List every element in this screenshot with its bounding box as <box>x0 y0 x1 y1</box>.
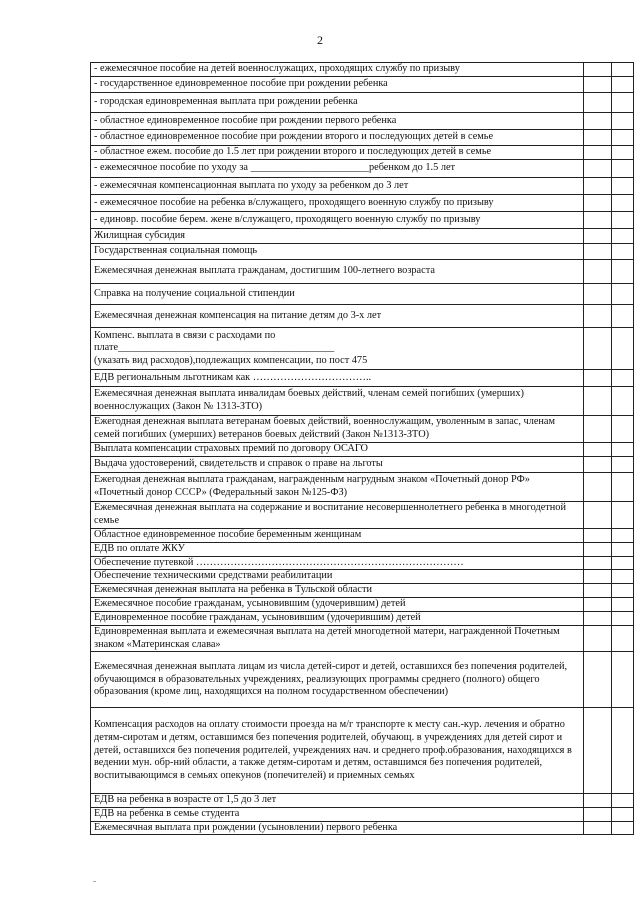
service-name-cell: Выдача удостоверений, свидетельств и справок о праве на льготы <box>91 456 584 472</box>
blank-cell <box>584 260 612 284</box>
service-name-cell: Ежемесячная денежная выплата на ребенка в Тульской области <box>91 584 584 598</box>
scan-speck <box>93 881 96 882</box>
service-name-cell: Единовременное пособие гражданам, усыновившим (удочерившим) детей <box>91 612 584 626</box>
table-row <box>91 794 634 808</box>
service-name-cell: Ежемесячная денежная выплата гражданам, достигшим 100-летнего возраста <box>91 260 584 284</box>
service-name-cell: - ежемесячная компенсационная выплата по уходу за ребенком до 3 лет <box>91 178 584 195</box>
table-row <box>91 63 634 77</box>
blank-cell <box>584 708 612 794</box>
blank-cell <box>612 456 634 472</box>
blank-cell <box>584 130 612 146</box>
service-name-cell: ЕДВ региональным льготникам как …………………………….. <box>91 370 584 387</box>
service-name-cell: ЕДВ на ребенка в семье студента <box>91 807 584 821</box>
service-name-cell: Выплата компенсации страховых премий по договору ОСАГО <box>91 443 584 457</box>
blank-cell <box>612 63 634 77</box>
service-name-cell: Государственная социальная помощь <box>91 244 584 260</box>
blank-cell <box>584 284 612 305</box>
blank-cell <box>612 113 634 130</box>
blank-cell <box>612 305 634 328</box>
blank-cell <box>612 542 634 556</box>
blank-cell <box>612 229 634 244</box>
service-name-cell: Ежемесячное пособие гражданам, усыновившим (удочерившим) детей <box>91 598 584 612</box>
blank-cell <box>584 229 612 244</box>
blank-cell <box>584 387 612 416</box>
service-name-cell: Обеспечение техническими средствами реабилитации <box>91 570 584 584</box>
service-name-cell: Ежемесячная денежная выплата на содержание и воспитание несовершеннолетнего ребенка в многодетной семье <box>91 501 584 528</box>
service-name-cell: Ежегодная денежная выплата ветеранам боевых действий, военнослужащим, уволенным в запас, членам семей погибших (умерших) ветеранов боевых действий (Закон №1313-ЗТО) <box>91 416 584 443</box>
blank-cell <box>584 146 612 160</box>
service-name-cell: Ежемесячная денежная компенсация на питание детям до 3-х лет <box>91 305 584 328</box>
table-row <box>91 821 634 835</box>
table-row <box>91 528 634 542</box>
blank-cell <box>612 501 634 528</box>
blank-cell <box>584 584 612 598</box>
blank-cell <box>612 178 634 195</box>
blank-cell <box>584 570 612 584</box>
service-name-cell: Обеспечение путевкой …………………………………………………………………… <box>91 556 584 570</box>
table-row <box>91 570 634 584</box>
blank-cell <box>584 370 612 387</box>
service-name-cell: Компенсация расходов на оплату стоимости проезда на м/г транспорте к месту сан.-кур. лечения и обратно детям-сиротам и детям, оставшимся без попечения родителей, обучающ. в учреждениях для детей сирот и детей, оставшихся без попечения родителей, учреждениях нач. и среднего проф.образования, находящихся в ведении мун. обр-ний области, а также детям-сиротам и детям, оставшимся без попечения родителей, воспитывающимся в семьях опекунов (попечителей) и приемных семьях <box>91 708 584 794</box>
table-row <box>91 556 634 570</box>
service-name-cell: Ежегодная денежная выплата гражданам, награжденным нагрудным знаком «Почетный донор РФ» «Почетный донор СССР» (Федеральный закон №125-ФЗ) <box>91 472 584 501</box>
blank-cell <box>612 472 634 501</box>
table-row <box>91 501 634 528</box>
blank-cell <box>612 195 634 212</box>
blank-cell <box>612 212 634 229</box>
table-row <box>91 229 634 244</box>
service-name-cell: - единовр. пособие берем. жене в/служащего, проходящего военную службу по призыву <box>91 212 584 229</box>
service-name-cell: - ежемесячное пособие на ребенка в/служащего, проходящего военную службу по призыву <box>91 195 584 212</box>
blank-cell <box>584 77 612 93</box>
blank-cell <box>584 328 612 370</box>
table-row <box>91 284 634 305</box>
blank-cell <box>612 443 634 457</box>
table-row <box>91 93 634 113</box>
service-name-cell: - городская единовременная выплата при рождении ребенка <box>91 93 584 113</box>
blank-cell <box>612 416 634 443</box>
table-row <box>91 542 634 556</box>
table-row <box>91 708 634 794</box>
blank-cell <box>612 821 634 835</box>
blank-cell <box>584 612 612 626</box>
blank-cell <box>584 178 612 195</box>
services-table-body <box>91 63 634 835</box>
blank-cell <box>612 93 634 113</box>
blank-cell <box>584 113 612 130</box>
table-row <box>91 456 634 472</box>
service-name-cell: - областное единовременное пособие при рождении второго и последующих детей в семье <box>91 130 584 146</box>
blank-cell <box>612 260 634 284</box>
service-name-cell: - областное ежем. пособие до 1.5 лет при рождении второго и последующих детей в семье <box>91 146 584 160</box>
service-name-cell: Единовременная выплата и ежемесячная выплата на детей многодетной матери, награжденной Почетным знаком «Материнская слава» <box>91 626 584 652</box>
page-number: 2 <box>317 33 323 47</box>
table-row <box>91 416 634 443</box>
table-row <box>91 598 634 612</box>
blank-cell <box>584 807 612 821</box>
blank-cell <box>584 626 612 652</box>
blank-cell <box>612 556 634 570</box>
blank-cell <box>584 305 612 328</box>
table-row <box>91 305 634 328</box>
table-row <box>91 626 634 652</box>
blank-cell <box>612 652 634 708</box>
blank-cell <box>584 528 612 542</box>
table-row <box>91 612 634 626</box>
blank-cell <box>584 472 612 501</box>
blank-cell <box>612 130 634 146</box>
service-name-cell: - государственное единовременное пособие при рождении ребенка <box>91 77 584 93</box>
blank-cell <box>584 195 612 212</box>
blank-cell <box>584 794 612 808</box>
service-name-cell: Справка на получение социальной стипендии <box>91 284 584 305</box>
table-row <box>91 146 634 160</box>
service-name-cell: Ежемесячная выплата при рождении (усыновлении) первого ребенка <box>91 821 584 835</box>
blank-cell <box>612 708 634 794</box>
service-name-cell: Областное единовременное пособие беременным женщинам <box>91 528 584 542</box>
service-name-cell: Ежемесячная денежная выплата лицам из числа детей-сирот и детей, оставшихся без попечения родителей, обучающимся в образовательных учреждениях, реализующих программы среднего (полного) общего образования (кроме лиц, находящихся на полном государственном обеспечении) <box>91 652 584 708</box>
service-name-cell: Ежемесячная денежная выплата инвалидам боевых действий, членам семей погибших (умерших) военнослужащих (Закон № 1313-ЗТО) <box>91 387 584 416</box>
blank-cell <box>584 244 612 260</box>
blank-cell <box>612 244 634 260</box>
blank-cell <box>612 146 634 160</box>
blank-cell <box>584 160 612 178</box>
blank-cell <box>584 556 612 570</box>
blank-cell <box>612 370 634 387</box>
table-row <box>91 160 634 178</box>
blank-cell <box>584 598 612 612</box>
blank-cell <box>612 77 634 93</box>
blank-cell <box>612 598 634 612</box>
blank-cell <box>612 387 634 416</box>
table-row <box>91 195 634 212</box>
table-row <box>91 370 634 387</box>
table-row <box>91 77 634 93</box>
service-name-cell: - областное единовременное пособие при рождении первого ребенка <box>91 113 584 130</box>
blank-cell <box>584 63 612 77</box>
blank-cell <box>612 570 634 584</box>
blank-cell <box>612 807 634 821</box>
service-name-cell: ЕДВ по оплате ЖКУ <box>91 542 584 556</box>
blank-cell <box>612 328 634 370</box>
blank-cell <box>584 501 612 528</box>
table-row <box>91 807 634 821</box>
service-name-cell: Компенс. выплата в связи с расходами по плате__________________________________________ (указать вид расходов),подлежащих компенсации, по пост 475 <box>91 328 584 370</box>
blank-cell <box>584 456 612 472</box>
blank-cell <box>584 542 612 556</box>
table-row <box>91 212 634 229</box>
blank-cell <box>612 612 634 626</box>
services-table <box>90 62 624 835</box>
blank-cell <box>584 416 612 443</box>
service-name-cell: - ежемесячное пособие по уходу за _______________________ребенком до 1.5 лет <box>91 160 584 178</box>
table-row <box>91 260 634 284</box>
blank-cell <box>584 821 612 835</box>
table-row <box>91 130 634 146</box>
table-row <box>91 584 634 598</box>
table-row <box>91 113 634 130</box>
service-name-cell: Жилищная субсидия <box>91 229 584 244</box>
blank-cell <box>584 652 612 708</box>
table-row <box>91 472 634 501</box>
blank-cell <box>612 584 634 598</box>
blank-cell <box>612 794 634 808</box>
blank-cell <box>612 626 634 652</box>
table-row <box>91 178 634 195</box>
blank-cell <box>584 443 612 457</box>
blank-cell <box>612 284 634 305</box>
table-row <box>91 328 634 370</box>
table-row <box>91 652 634 708</box>
blank-cell <box>584 93 612 113</box>
service-name-cell: - ежемесячное пособие на детей военнослужащих, проходящих службу по призыву <box>91 63 584 77</box>
service-name-cell: ЕДВ на ребенка в возрасте от 1,5 до 3 лет <box>91 794 584 808</box>
table-row <box>91 387 634 416</box>
blank-cell <box>612 160 634 178</box>
table-row <box>91 244 634 260</box>
table-row <box>91 443 634 457</box>
blank-cell <box>584 212 612 229</box>
blank-cell <box>612 528 634 542</box>
